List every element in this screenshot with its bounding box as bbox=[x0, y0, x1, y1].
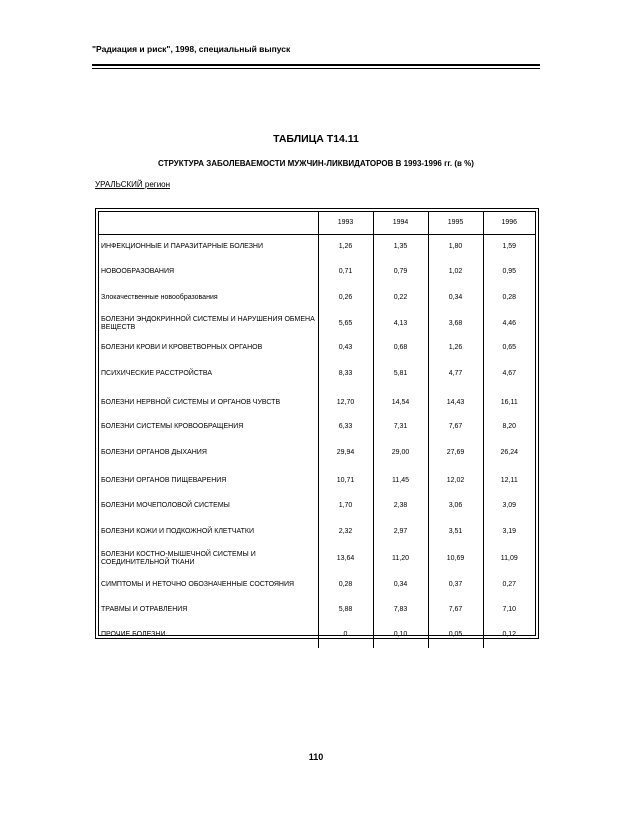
table-row bbox=[99, 622, 535, 648]
year-header-1994: 1994 bbox=[373, 212, 428, 235]
value-cell: 29,00 bbox=[373, 438, 428, 468]
header-empty-cell bbox=[99, 212, 318, 235]
value-cell: 1,35 bbox=[373, 235, 428, 260]
table-row bbox=[99, 259, 535, 285]
value-cell: 3,19 bbox=[502, 527, 517, 535]
value-cell: 7,31 bbox=[373, 416, 428, 438]
value-cell: 3,68 bbox=[428, 310, 483, 337]
value-cell: 4,13 bbox=[373, 310, 428, 337]
value-cell: 16,11 bbox=[500, 398, 518, 406]
value-cell: 14,54 bbox=[373, 389, 428, 416]
table-row bbox=[99, 468, 535, 493]
value-cell: 27,69 bbox=[428, 438, 483, 468]
value-cell: 2,97 bbox=[373, 518, 428, 545]
table-row bbox=[99, 572, 535, 597]
value-cell: 7,83 bbox=[373, 597, 428, 622]
value-cell: 0,28 bbox=[502, 293, 517, 301]
value-cell: 11,09 bbox=[500, 554, 518, 562]
row-label: БОЛЕЗНИ ЭНДОКРИННОЙ СИСТЕМЫ И НАРУШЕНИЯ ОБМЕНА ВЕЩЕСТВ bbox=[99, 310, 318, 337]
value-cell: 1,59 bbox=[502, 243, 517, 250]
row-label: НОВООБРАЗОВАНИЯ bbox=[99, 259, 318, 285]
page-number: 110 bbox=[308, 752, 324, 762]
value-cell: 0,27 bbox=[502, 580, 517, 588]
value-cell: 0,43 bbox=[318, 337, 373, 359]
value-cell: 14,43 bbox=[428, 389, 483, 416]
header-row bbox=[99, 212, 535, 235]
value-cell: 1,26 bbox=[428, 337, 483, 359]
value-cell: 0,37 bbox=[428, 572, 483, 597]
year-header-1993: 1993 bbox=[318, 212, 373, 235]
row-label: БОЛЕЗНИ ОРГАНОВ ДЫХАНИЯ bbox=[99, 438, 318, 468]
value-cell: 4,77 bbox=[428, 359, 483, 389]
row-label: ИНФЕКЦИОННЫЕ И ПАРАЗИТАРНЫЕ БОЛЕЗНИ bbox=[99, 235, 318, 260]
value-cell: 0,26 bbox=[318, 285, 373, 310]
value-cell: 1,80 bbox=[428, 235, 483, 260]
table-row bbox=[99, 438, 535, 468]
table-row bbox=[99, 359, 535, 389]
table-row bbox=[99, 416, 535, 438]
value-cell: 0 bbox=[318, 622, 373, 648]
row-label: БОЛЕЗНИ СИСТЕМЫ КРОВООБРАЩЕНИЯ bbox=[99, 416, 318, 438]
header-rule bbox=[92, 64, 540, 66]
value-cell: 10,69 bbox=[428, 545, 483, 572]
row-label: БОЛЕЗНИ КОСТНО-МЫШЕЧНОЙ СИСТЕМЫ И СОЕДИНИТЕЛЬНОЙ ТКАНИ bbox=[99, 545, 318, 572]
data-table bbox=[99, 212, 535, 648]
value-cell: 12,70 bbox=[318, 389, 373, 416]
value-cell: 0,28 bbox=[318, 572, 373, 597]
value-cell: 0,95 bbox=[502, 268, 517, 275]
row-label: СИМПТОМЫ И НЕТОЧНО ОБОЗНАЧЕННЫЕ СОСТОЯНИЯ bbox=[99, 572, 318, 597]
value-cell: 26,24 bbox=[500, 449, 519, 456]
value-cell: 12,11 bbox=[500, 476, 518, 484]
value-cell: 8,20 bbox=[502, 423, 517, 430]
table-row bbox=[99, 337, 535, 359]
value-cell: 5,81 bbox=[373, 359, 428, 389]
value-cell: 11,45 bbox=[373, 468, 428, 493]
table-row bbox=[99, 545, 535, 572]
value-cell: 7,10 bbox=[502, 605, 517, 613]
value-cell: 0,12 bbox=[502, 631, 517, 638]
row-label: БОЛЕЗНИ МОЧЕПОЛОВОЙ СИСТЕМЫ bbox=[99, 493, 318, 518]
value-cell: 1,02 bbox=[428, 259, 483, 285]
table-row bbox=[99, 310, 535, 337]
value-cell: 5,65 bbox=[318, 310, 373, 337]
table-row bbox=[99, 285, 535, 310]
value-cell: 0,71 bbox=[318, 259, 373, 285]
row-label: Злокачественные новообразования bbox=[99, 285, 318, 310]
value-cell: 11,20 bbox=[373, 545, 428, 572]
year-header-1996: 1996 bbox=[483, 212, 535, 235]
value-cell: 29,94 bbox=[318, 438, 373, 468]
journal-header: "Радиация и риск", 1998, специальный выпуск bbox=[92, 44, 291, 54]
table-subtitle: СТРУКТУРА ЗАБОЛЕВАЕМОСТИ МУЖЧИН-ЛИКВИДАТОРОВ В 1993-1996 гг. (в %) bbox=[158, 159, 474, 168]
value-cell: 3,51 bbox=[428, 518, 483, 545]
value-cell: 4,67 bbox=[502, 370, 517, 377]
value-cell: 0,34 bbox=[428, 285, 483, 310]
value-cell: 2,38 bbox=[373, 493, 428, 518]
value-cell: 1,26 bbox=[318, 235, 373, 260]
value-cell: 0,65 bbox=[502, 344, 517, 351]
row-label: БОЛЕЗНИ НЕРВНОЙ СИСТЕМЫ И ОРГАНОВ ЧУВСТВ bbox=[99, 389, 318, 416]
row-label: ТРАВМЫ И ОТРАВЛЕНИЯ bbox=[99, 597, 318, 622]
row-label: БОЛЕЗНИ КРОВИ И КРОВЕТВОРНЫХ ОРГАНОВ bbox=[99, 337, 318, 359]
region-label: УРАЛЬСКИЙ регион bbox=[95, 180, 171, 189]
table-row bbox=[99, 493, 535, 518]
row-label: БОЛЕЗНИ ОРГАНОВ ПИЩЕВАРЕНИЯ bbox=[99, 468, 318, 493]
value-cell: 7,67 bbox=[428, 416, 483, 438]
value-cell: 12,02 bbox=[428, 468, 483, 493]
table-title: ТАБЛИЦА Т14.11 bbox=[273, 133, 359, 145]
value-cell: 2,32 bbox=[318, 518, 373, 545]
value-cell: 1,70 bbox=[318, 493, 373, 518]
value-cell: 13,64 bbox=[318, 545, 373, 572]
year-header-1995: 1995 bbox=[428, 212, 483, 235]
value-cell: 0,34 bbox=[373, 572, 428, 597]
table-row bbox=[99, 518, 535, 545]
row-label: БОЛЕЗНИ КОЖИ И ПОДКОЖНОЙ КЛЕТЧАТКИ bbox=[99, 518, 318, 545]
value-cell: 0,79 bbox=[373, 259, 428, 285]
value-cell: 3,06 bbox=[428, 493, 483, 518]
value-cell: 0,05 bbox=[428, 622, 483, 648]
value-cell: 0,68 bbox=[373, 337, 428, 359]
row-label: ПСИХИЧЕСКИЕ РАССТРОЙСТВА bbox=[99, 359, 318, 389]
header-rule-thin bbox=[92, 68, 540, 69]
value-cell: 0,22 bbox=[373, 285, 428, 310]
value-cell: 10,71 bbox=[318, 468, 373, 493]
table-row bbox=[99, 235, 535, 260]
table-row bbox=[99, 389, 535, 416]
value-cell: 7,67 bbox=[428, 597, 483, 622]
row-label: ПРОЧИЕ БОЛЕЗНИ bbox=[99, 622, 318, 648]
value-cell: 4,46 bbox=[502, 319, 517, 327]
data-table-frame bbox=[95, 208, 539, 639]
value-cell: 5,88 bbox=[318, 597, 373, 622]
value-cell: 3,09 bbox=[502, 501, 517, 509]
table-row bbox=[99, 597, 535, 622]
value-cell: 6,33 bbox=[318, 416, 373, 438]
value-cell: 8,33 bbox=[318, 359, 373, 389]
value-cell: 0,10 bbox=[373, 622, 428, 648]
